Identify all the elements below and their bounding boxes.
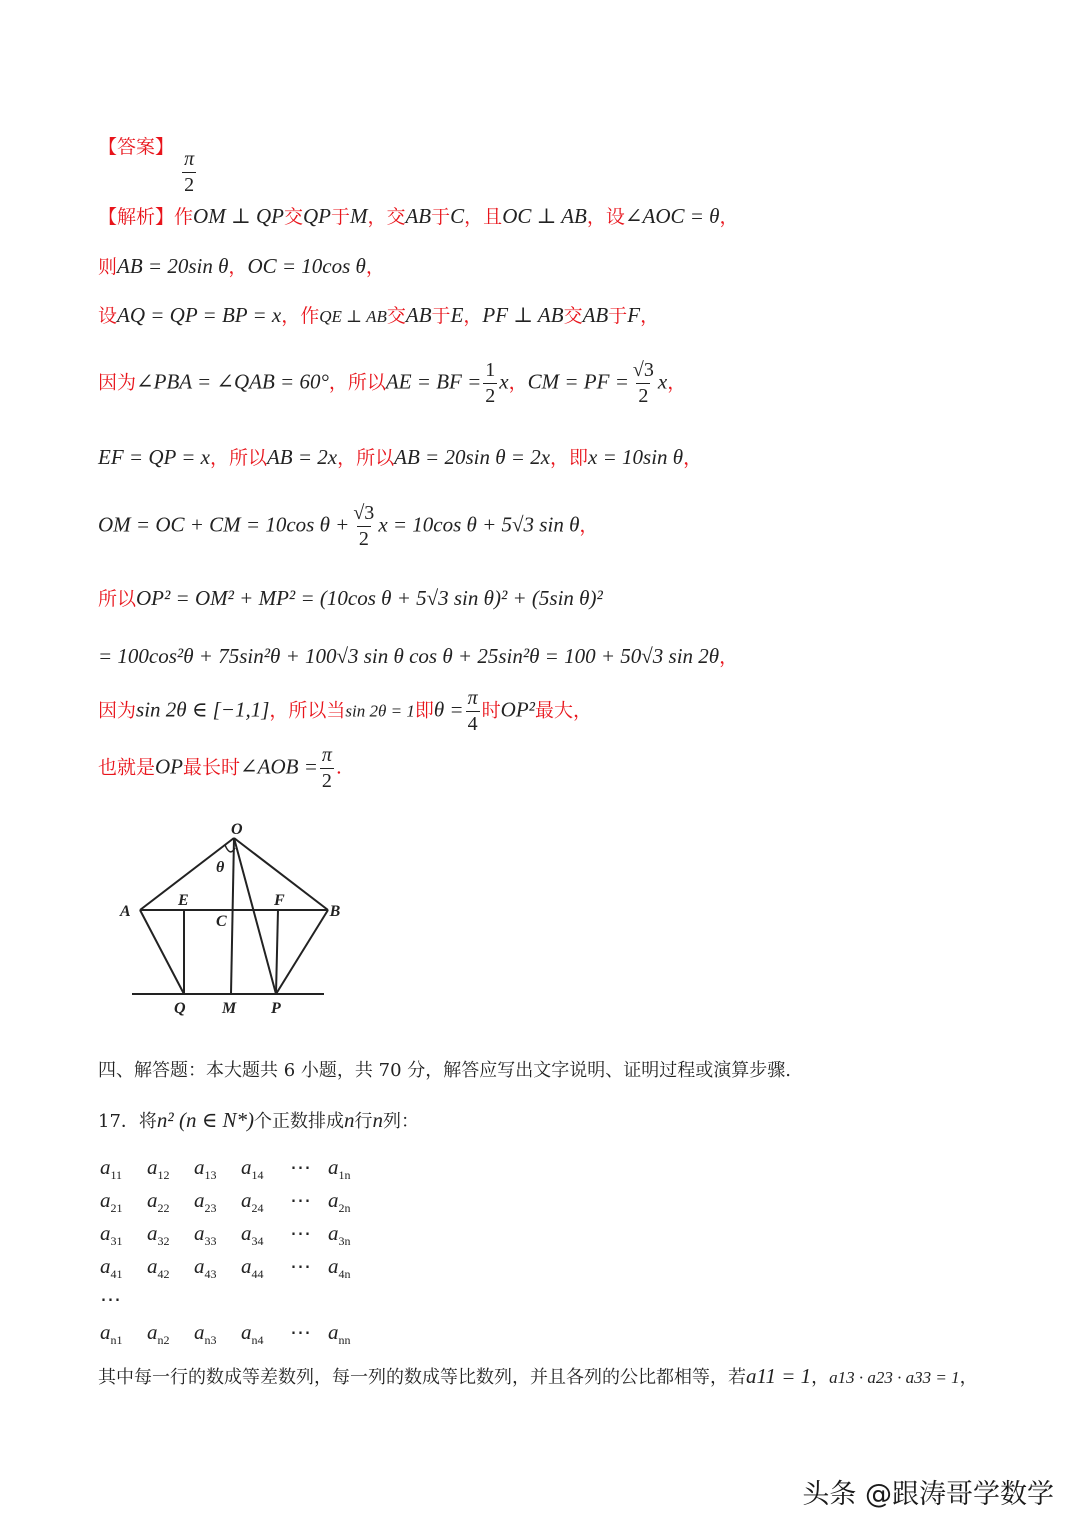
question-number: 17．将	[98, 1111, 157, 1132]
math: sin 2θ = 1	[345, 701, 415, 721]
math: OM = OC + CM = 10cos θ +	[98, 512, 350, 537]
text: ，	[579, 514, 599, 537]
analysis-line-9	[98, 688, 592, 735]
text: 列：	[383, 1111, 419, 1132]
text: 个正数排成	[254, 1111, 344, 1132]
math: AE = BF =	[385, 369, 482, 394]
matrix-cell: $a_{22}$	[147, 1188, 170, 1215]
matrix-cell: ⋯	[100, 1287, 121, 1311]
math: OP²	[500, 697, 535, 722]
analysis-label: 【解析】	[98, 206, 175, 228]
math: n	[344, 1108, 355, 1132]
fraction	[320, 745, 334, 792]
analysis-line-5	[98, 447, 702, 468]
analysis-line-4	[98, 360, 686, 407]
numerator: √3	[353, 502, 375, 524]
matrix-cell: $a_{n2}$	[147, 1320, 170, 1347]
matrix-cell: $a_{n4}$	[241, 1320, 264, 1347]
answer-numerator: π	[184, 148, 195, 170]
text: .	[335, 756, 342, 779]
analysis-line-7	[98, 588, 603, 609]
text: ，	[959, 1367, 978, 1388]
text: ，	[719, 646, 739, 668]
matrix-cell: $a_{11}$	[100, 1155, 123, 1182]
numerator: π	[467, 687, 478, 709]
text: 最大，	[534, 699, 592, 722]
text: ，所以	[328, 371, 386, 394]
denominator: 2	[321, 770, 332, 792]
matrix-cell: $a_{32}$	[147, 1221, 170, 1248]
line-O-P	[234, 838, 276, 994]
math: AB = 20sin θ	[117, 254, 229, 278]
text: ，	[683, 447, 703, 469]
matrix-cell: ⋯	[290, 1188, 311, 1212]
text: 于	[431, 206, 451, 228]
answer-label: 【答案】	[98, 136, 175, 158]
matrix-cell: $a_{34}$	[241, 1221, 264, 1248]
matrix-cell: ⋯	[290, 1155, 311, 1179]
math: a11 = 1	[746, 1364, 812, 1388]
math: F	[627, 303, 641, 327]
text: 交	[386, 305, 406, 327]
matrix-cell: $a_{42}$	[147, 1254, 170, 1281]
math: AB	[405, 303, 432, 327]
math: = 100cos²θ + 75sin²θ + 100√3 sin θ cos θ + 25sin²θ = 100 + 50√3 sin 2θ	[98, 644, 720, 668]
line-O-M	[231, 838, 234, 994]
text: 也就是	[98, 756, 156, 779]
math: ∠AOC = θ	[624, 204, 720, 228]
math: OC = 10cos θ	[247, 254, 366, 278]
math: AB	[405, 204, 432, 228]
text: 其中每一行的数成等差数列，每一列的数成等比数列，并且各列的公比都相等，若	[98, 1367, 746, 1388]
text: ，且	[464, 206, 503, 228]
label-Q: Q	[174, 1000, 186, 1017]
answer-denominator: 2	[184, 174, 195, 196]
numerator: π	[321, 744, 332, 766]
label-E: E	[178, 892, 189, 909]
math: OP	[155, 754, 184, 779]
analysis-line-1	[98, 206, 739, 227]
text: 于	[608, 305, 628, 327]
matrix-cell: $a_{4n}$	[328, 1254, 351, 1281]
math: θ =	[433, 697, 464, 722]
numerator: 1	[485, 359, 496, 381]
text: 最长时	[183, 756, 241, 779]
analysis-line-8	[98, 646, 738, 667]
text: 行	[354, 1111, 373, 1132]
analysis-line-3	[98, 305, 659, 326]
text: ，所以当	[269, 699, 346, 722]
label-A: A	[120, 903, 131, 920]
question-17	[98, 1110, 419, 1131]
matrix-cell: $a_{n3}$	[194, 1320, 217, 1347]
analysis-line-10	[98, 745, 342, 792]
text: ，	[811, 1367, 830, 1388]
math: AB = 2x	[266, 445, 338, 469]
matrix-cell: $a_{n1}$	[100, 1320, 123, 1347]
matrix-cell: $a_{23}$	[194, 1188, 217, 1215]
math: n² (n ∈ N*)	[156, 1108, 254, 1132]
text: 交	[563, 305, 583, 327]
matrix-cell: $a_{24}$	[241, 1188, 264, 1215]
math: OC ⊥ AB	[502, 204, 587, 228]
watermark: 头条 @跟涛哥学数学	[802, 1479, 1054, 1510]
text: 即	[414, 699, 434, 722]
text: ，设	[586, 206, 625, 228]
text: 设	[98, 305, 118, 327]
analysis-line-2	[98, 256, 385, 277]
matrix-cell: $a_{31}$	[100, 1221, 123, 1248]
analysis-line-6	[98, 503, 598, 550]
math: x	[499, 369, 509, 394]
matrix-cell: $a_{33}$	[194, 1221, 217, 1248]
denominator: 2	[485, 385, 496, 407]
math: ∠AOB =	[240, 754, 318, 779]
matrix-cell: ⋯	[290, 1254, 311, 1278]
math: QE ⊥ AB	[319, 307, 387, 326]
text: ，	[365, 256, 385, 278]
label-M: M	[222, 1000, 237, 1017]
line-F-P	[276, 910, 278, 994]
text: ，即	[550, 447, 589, 469]
matrix-cell: $a_{14}$	[241, 1155, 264, 1182]
label-F: F	[274, 892, 285, 909]
text: ，	[640, 305, 660, 327]
denominator: 2	[638, 385, 649, 407]
text: ，所以	[337, 447, 395, 469]
text: 交	[283, 206, 303, 228]
math: x	[657, 369, 668, 394]
text: ，作	[281, 305, 320, 327]
text: ，所以	[209, 447, 267, 469]
math: AB = 20sin θ = 2x	[394, 445, 551, 469]
matrix-cell: ⋯	[290, 1221, 311, 1245]
math: C	[450, 204, 465, 228]
math: AB	[582, 303, 609, 327]
label-C: C	[216, 913, 227, 930]
text: 于	[330, 206, 350, 228]
math: a13 · a23 · a33 = 1	[829, 1368, 960, 1387]
denominator: 2	[358, 528, 369, 550]
label-theta: θ	[216, 859, 225, 876]
line-B-P	[276, 910, 328, 994]
math: AQ = QP = BP = x	[117, 303, 282, 327]
math: OP² = OM² + MP² = (10cos θ + 5√3 sin θ)² + (5sin θ)²	[136, 586, 603, 610]
text: ，	[719, 206, 739, 228]
math: PF ⊥ AB	[482, 303, 564, 327]
fraction	[631, 360, 656, 407]
line-A-Q	[140, 910, 184, 994]
text: 于	[431, 305, 451, 327]
matrix-cell: $a_{13}$	[194, 1155, 217, 1182]
fraction	[351, 503, 376, 550]
matrix-cell: $a_{41}$	[100, 1254, 123, 1281]
denominator: 4	[467, 713, 478, 735]
text: 因为	[98, 699, 137, 722]
math: CM = PF =	[527, 369, 629, 394]
text: 则	[98, 256, 118, 278]
fraction	[466, 688, 480, 735]
text: 时	[481, 699, 501, 722]
text: 所以	[98, 588, 137, 610]
matrix-cell: $a_{43}$	[194, 1254, 217, 1281]
matrix-cell: $a_{2n}$	[328, 1188, 351, 1215]
math: OM ⊥ QP	[193, 204, 284, 228]
label-P: P	[271, 1000, 281, 1017]
answer-line	[98, 138, 198, 196]
label-B: B	[329, 903, 340, 920]
text: ，	[508, 371, 528, 394]
math: E	[450, 303, 464, 327]
math: QP	[302, 204, 331, 228]
answer-fraction	[182, 149, 196, 196]
matrix-cell: ⋯	[290, 1320, 311, 1344]
matrix-cell: $a_{21}$	[100, 1188, 123, 1215]
matrix-cell: $a_{12}$	[147, 1155, 170, 1182]
fraction	[483, 360, 497, 407]
math: x = 10sin θ	[588, 445, 684, 469]
text: 因为	[98, 371, 137, 394]
question-17-condition	[98, 1366, 978, 1387]
text: ，	[228, 256, 248, 278]
math: sin 2θ ∈ [−1,1]	[136, 697, 270, 722]
text: ，	[667, 371, 687, 394]
matrix-cell: $a_{nn}$	[328, 1320, 351, 1347]
text: 作	[174, 206, 194, 228]
geometry-figure	[110, 810, 340, 1025]
matrix-cell: $a_{44}$	[241, 1254, 264, 1281]
section-heading: 四、解答题：本大题共 6 小题，共 70 分，解答应写出文字说明、证明过程或演算步骤.	[98, 1060, 791, 1081]
matrix-cell: $a_{3n}$	[328, 1221, 351, 1248]
math: n	[372, 1108, 383, 1132]
numerator: √3	[632, 359, 654, 381]
text: ，	[463, 305, 483, 327]
text: ，交	[367, 206, 406, 228]
matrix-cell: $a_{1n}$	[328, 1155, 351, 1182]
math: M	[349, 204, 368, 228]
math: EF = QP = x	[98, 445, 210, 469]
math: ∠PBA = ∠QAB = 60°	[136, 369, 329, 394]
label-O: O	[231, 821, 243, 838]
math: x = 10cos θ + 5√3 sin θ	[378, 512, 580, 537]
